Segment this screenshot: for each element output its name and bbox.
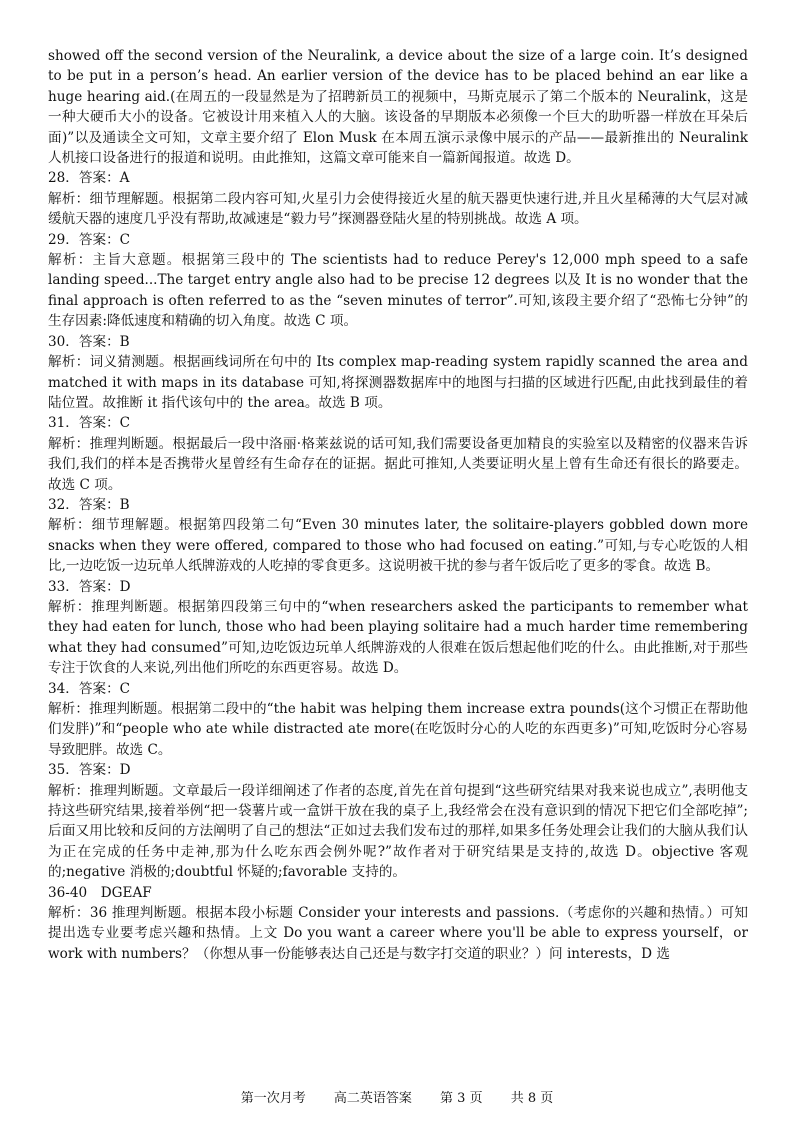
answer-key-body: [48, 46, 748, 964]
answer-line: 29．答案：C: [48, 231, 131, 248]
answer-line: 31．答案：C: [48, 415, 131, 432]
explanation: 解析：细节理解题。根据第二段内容可知,火星引力会使得接近火星的航天器更快速行进,并且火星稀薄的大气层对减缓航天器的速度几乎没有帮助,故减速是“毅力号”探测器登陆火星的特别挑战。故选 A 项。: [48, 190, 748, 228]
explanation: 解析：词义猜测题。根据画线词所在句中的 Its complex map-reading system rapidly scanned the area and matched it with maps in its database 可知,将探测器数据库中的地图与扫描的区域进行匹配,由此找到最佳的着陆位置。故推断 it 指代该句中的 the area。故选 B 项。: [48, 354, 748, 411]
footer-exam: 第一次月考: [240, 1091, 306, 1106]
explanation: 解析：36 推理判断题。根据本段小标题 Consider your interests and passions.（考虑你的兴趣和热情。）可知提出选专业要考虑兴趣和热情。上文 Do you want a career where you'll be able to express yourself，or work with numbers？（你想从事一份能够表达自己还是与数字打交道的职业？）问 interests，D 选: [48, 905, 748, 962]
answer-line: 33．答案：D: [48, 578, 131, 595]
answer-line: 35．答案：D: [48, 762, 131, 779]
footer-page-total: 共 8 页: [510, 1091, 554, 1106]
explanation: 解析：细节理解题。根据第四段第二句“Even 30 minutes later, the solitaire-players gobbled down more snacks when they were offered, compared to those who had focused on eating.”可知,与专心吃饭的人相比,一边吃饭一边玩单人纸牌游戏的人吃掉的零食更多。这说明被干扰的参与者午饭后吃了更多的零食。故选 B。: [48, 517, 748, 575]
explanation: 解析：主旨大意题。根据第三段中的 The scientists had to reduce Perey's 12,000 mph speed to a safe landing speed...The target entry angle also had to be precise 12 degrees 以及 It is no wonder that the final approach is often referred to as the “seven minutes of terror”.可知,该段主要介绍了“恐怖七分钟”的生存因素:降低速度和精确的切入角度。故选 C 项。: [48, 252, 748, 330]
explanation: 解析：推理判断题。根据第四段第三句中的“when researchers asked the participants to remember what they had eaten for lunch, those who had been playing solitaire had a much harder time remembering what they had consumed”可知,边吃饭边玩单人纸牌游戏的人很难在饭后想起他们吃的什么。由此推断,对于那些专注于饮食的人来说,列出他们所吃的东西更容易。故选 D。: [48, 598, 748, 677]
answer-line: 36-40 DGEAF: [48, 884, 152, 901]
footer-page-number: 第 3 页: [440, 1091, 483, 1106]
paragraph: showed off the second version of the Neuralink, a device about the size of a large coin. It’s designed to be put in a person’s head. An earlier version of the device has to be placed behind an ear like a huge hearing aid.(在周五的一段显然是为了招聘新员工的视频中，马斯克展示了第二个版本的 Neuralink，这是一种大硬币大小的设备。它被设计用来植入人的大脑。该设备的早期版本必须像一个巨大的助听器一样放在耳朵后面)”以及通读全文可知，文章主要介绍了 Elon Musk 在本周五演示录像中展示的产品——最新推出的 Neuralink 人机接口设备进行的报道和说明。由此推知，这篇文章可能来自一篇新闻报道。故选 D。: [48, 48, 748, 167]
explanation: 解析：推理判断题。文章最后一段详细阐述了作者的态度,首先在首句提到“这些研究结果对我来说也成立”,表明他支持这些研究结果,接着举例“把一袋薯片或一盒饼干放在我的桌子上,我经常会在没有意识到的情况下把它们全部吃掉”;后面又用比较和反问的方法阐明了自己的想法“正如过去我们发布过的那样,如果多任务处理会让我们的大脑从我们认为正在完成的任务中走神,那为什么吃东西会例外呢?”故作者对于研究结果是支持的,故选 D。objective 客观的;negative 消极的;doubtful 怀疑的;favorable 支持的。: [48, 782, 748, 881]
answer-line: 32．答案：B: [48, 496, 130, 513]
answer-line: 28．答案：A: [48, 170, 130, 187]
answer-line: 30．答案：B: [48, 333, 130, 350]
answer-line: 34．答案：C: [48, 680, 131, 697]
explanation: 解析：推理判断题。根据第二段中的“the habit was helping them increase extra pounds(这个习惯正在帮助他们发胖)”和“people who ate while distracted ate more(在吃饭时分心的人吃的东西更多)”可知,吃饭时分心容易导致肥胖。故选 C。: [48, 701, 748, 758]
footer-subject: 高二英语答案: [333, 1091, 412, 1106]
explanation: 解析：推理判断题。根据最后一段中洛丽·格莱兹说的话可知,我们需要设备更加精良的实验室以及精密的仪器来告诉我们,我们的样本是否携带火星曾经有生命存在的证据。据此可推知,人类要证明火星上曾有生命还有很长的路要走。故选 C 项。: [48, 435, 748, 493]
page-footer: [0, 1087, 794, 1106]
